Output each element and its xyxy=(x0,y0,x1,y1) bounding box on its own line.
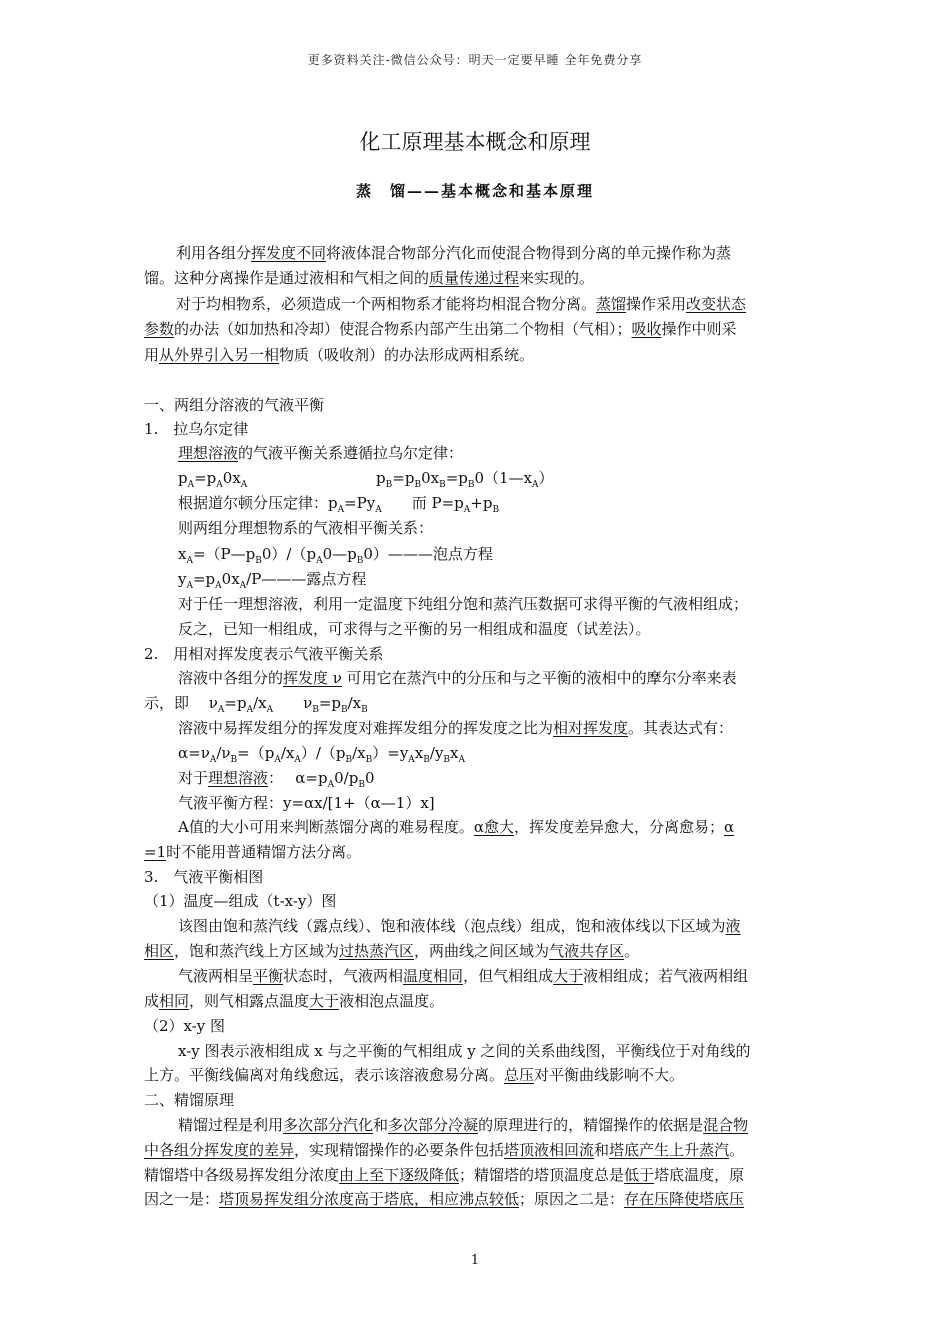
subscript: B xyxy=(312,705,319,715)
text-run: =p xyxy=(318,694,341,712)
text-run: ，挥发度差异愈大，分离愈易； xyxy=(513,818,724,836)
text-line xyxy=(178,719,733,737)
underlined-term: 由上至下逐级降低 xyxy=(339,1166,460,1184)
text-run: /ν xyxy=(216,744,231,762)
text-run: =（p xyxy=(237,744,275,762)
subsection-heading xyxy=(144,645,383,663)
subscript: A xyxy=(239,581,247,591)
text-run: 0/p xyxy=(334,769,359,787)
page-header: 更多资料关注-微信公众号：明天一定要早睡 全年免费分享 xyxy=(307,53,643,67)
subscript: A xyxy=(408,755,415,765)
text-run: 气液平衡方程：y=αx/[1+（α—1）x] xyxy=(178,794,435,812)
text-run: 物质（吸收剂）的办法形成两相系统。 xyxy=(279,346,535,364)
text-run: p xyxy=(178,469,188,487)
text-run: x xyxy=(414,744,424,762)
text-run: 一、两组分溶液的气液平衡 xyxy=(144,396,325,414)
text-run: ；精馏塔的塔顶温度总是 xyxy=(459,1166,625,1184)
subscript: A xyxy=(337,505,345,515)
underlined-term: 质量传递过程 xyxy=(429,269,520,287)
text-run: /x xyxy=(352,744,366,762)
text-line xyxy=(144,1166,744,1184)
subscript: A xyxy=(246,705,254,715)
underlined-term: 多次部分冷凝 xyxy=(388,1116,479,1134)
text-run: ，实现精馏操作的必要条件包括 xyxy=(294,1141,505,1159)
underlined-term: 挥发度不同 xyxy=(251,244,327,262)
text-run: ν xyxy=(273,694,313,712)
underlined-term: 过热蒸汽区 xyxy=(339,942,415,960)
text-run: 0x xyxy=(421,469,440,487)
text-run: 的办法（如加热和冷却）使混合物系内部产生出第二个物相（气相）； xyxy=(174,320,632,338)
text-line xyxy=(144,843,361,861)
text-run: 0x xyxy=(222,469,241,487)
subscript: B xyxy=(467,480,475,490)
text-run: 气液两相呈 xyxy=(178,967,254,985)
text-run: 根据道尔顿分压定律：p xyxy=(178,494,338,512)
text-line xyxy=(178,967,748,985)
section-subtitle: 蒸 馏——基本概念和基本原理 xyxy=(355,182,594,200)
text-line xyxy=(144,1141,744,1159)
text-run: 和 xyxy=(594,1141,610,1159)
text-run: 用 xyxy=(144,346,160,364)
text-line xyxy=(144,320,737,338)
text-run: 0）———泡点方程 xyxy=(363,545,493,563)
text-line xyxy=(178,444,463,462)
text-line xyxy=(144,269,594,287)
underlined-term: 参数 xyxy=(144,320,175,338)
subscript: A xyxy=(266,705,274,715)
text-line xyxy=(178,669,737,687)
text-run: 0—p xyxy=(322,545,357,563)
text-run: 2. 用相对挥发度表示气液平衡关系 xyxy=(144,645,384,663)
underlined-term: 大于 xyxy=(553,967,584,985)
subscript: A xyxy=(187,480,195,490)
text-run: 反之，已知一相组成，可求得与之平衡的另一相组成和温度（试差法）。 xyxy=(178,620,651,638)
text-run: 0 xyxy=(364,769,375,787)
underlined-term: 塔顶液相回流 xyxy=(504,1141,595,1159)
text-run: =p xyxy=(392,469,415,487)
text-run: ，但气相组成 xyxy=(463,967,554,985)
underlined-term: 相同 xyxy=(159,992,190,1010)
underlined-term: 理想溶液 xyxy=(178,444,239,462)
underlined-term: 相区 xyxy=(144,942,175,960)
subscript: B xyxy=(255,556,262,566)
subscript: A xyxy=(327,780,335,790)
subscript: A xyxy=(186,581,193,591)
text-line xyxy=(144,1066,684,1084)
text-run: 塔底温度，原 xyxy=(654,1166,745,1184)
underlined-term: 改变状态 xyxy=(686,295,747,313)
text-run: /P———露点方程 xyxy=(246,570,367,588)
text-line xyxy=(178,519,433,537)
subscript: B xyxy=(361,705,368,715)
text-run: 。 xyxy=(624,942,640,960)
text-line xyxy=(178,620,651,638)
subscript: B xyxy=(492,505,500,515)
text-run: 该图由饱和蒸汽线（露点线）、饱和液体线（泡点线）组成，饱和液体线以下区域为 xyxy=(178,917,726,935)
text-run: p xyxy=(247,469,386,487)
subscript: A xyxy=(316,556,323,566)
text-run: /x xyxy=(253,694,267,712)
text-run: x-y 图表示液相组成 x 与之平衡的气相组成 y 之间的关系曲线图，平衡线位于对角线的 xyxy=(178,1042,751,1060)
text-run: 的气液平衡关系遵循拉乌尔定律： xyxy=(238,444,464,462)
text-run: ） xyxy=(538,469,554,487)
subscript: A xyxy=(216,480,223,490)
formula-line xyxy=(178,494,500,515)
formula-line xyxy=(178,744,466,765)
text-run: /x xyxy=(347,694,362,712)
text-run: 可用它在蒸汽中的分压和与之平衡的液相中的摩尔分率来表 xyxy=(341,669,737,687)
text-line xyxy=(144,992,444,1010)
text-run: =p xyxy=(445,469,468,487)
text-run: ： α=p xyxy=(268,769,328,787)
text-run: =p xyxy=(192,570,216,588)
formula-line xyxy=(178,570,367,591)
text-run: α=ν xyxy=(178,744,210,762)
formula-line xyxy=(178,769,375,790)
text-run: 示，即 ν xyxy=(144,694,218,712)
subscript: A xyxy=(294,755,301,765)
underlined-term: 塔顶易挥发组分浓度高于塔底，相应沸点较低 xyxy=(219,1190,520,1208)
underlined-term: 混合物 xyxy=(703,1116,749,1134)
text-line xyxy=(178,1116,748,1134)
subscript: A xyxy=(209,755,217,765)
underlined-term: 低于 xyxy=(624,1166,655,1184)
text-run: =p xyxy=(224,694,247,712)
subscript: B xyxy=(443,755,451,765)
text-line xyxy=(144,346,534,364)
formula-line xyxy=(144,694,368,715)
underlined-term: 相对挥发度 xyxy=(553,719,629,737)
subscript: B xyxy=(356,556,364,566)
text-run: 液相泡点温度。 xyxy=(339,992,445,1010)
underlined-term: 塔底产生上升蒸汽 xyxy=(609,1141,730,1159)
text-run: 操作中则采 xyxy=(661,320,737,338)
text-run: 。其表达式有： xyxy=(628,719,734,737)
page-number: 1 xyxy=(470,1253,480,1268)
text-line xyxy=(178,917,741,935)
text-run: 。 xyxy=(729,1141,745,1159)
text-run: Α值的大小可用来判断蒸馏分离的难易程度。 xyxy=(178,818,474,836)
underlined-term: α xyxy=(724,818,735,836)
text-run: =（P—p xyxy=(192,545,256,563)
subscript: B xyxy=(358,780,365,790)
text-line xyxy=(178,1042,751,1060)
text-run: 对于均相物系，必须造成一个两相物系才能将均相混合物分离。 xyxy=(176,295,597,313)
subscript: B xyxy=(423,755,430,765)
text-run: 上方。平衡线偏离对角线愈远，表示该溶液愈易分离。 xyxy=(144,1066,505,1084)
text-run: =p xyxy=(194,469,217,487)
text-run: 状态时，气液两相 xyxy=(283,967,404,985)
text-run: x xyxy=(450,744,459,762)
text-run: 因之一是： xyxy=(144,1190,220,1208)
text-run: 操作采用 xyxy=(626,295,687,313)
text-line xyxy=(178,595,748,613)
text-run: /y xyxy=(429,744,444,762)
subscript: B xyxy=(230,755,238,765)
text-run: 3. 气液平衡相图 xyxy=(144,868,264,886)
text-run: 二、精馏原理 xyxy=(144,1091,235,1109)
text-run: 0）/（p xyxy=(261,545,317,563)
text-run: 精馏塔中各级易挥发组分浓度 xyxy=(144,1166,340,1184)
subsection-heading xyxy=(144,420,248,438)
subscript: A xyxy=(463,505,471,515)
underlined-term: 总压 xyxy=(504,1066,535,1084)
text-run: +p xyxy=(470,494,493,512)
text-run: ，饱和蒸汽线上方区域为 xyxy=(174,942,340,960)
text-run: 成 xyxy=(144,992,160,1010)
text-run: 精馏过程是利用 xyxy=(178,1116,284,1134)
text-run: x xyxy=(178,545,187,563)
subscript: B xyxy=(341,705,348,715)
text-run: 馏。这种分离操作是通过液相和气相之间的 xyxy=(144,269,430,287)
subscript: A xyxy=(274,755,281,765)
text-run: 液相组成；若气液两相组 xyxy=(583,967,749,985)
subscript: A xyxy=(240,480,248,490)
section-heading xyxy=(144,1091,234,1109)
text-run: 1. 拉乌尔定律 xyxy=(144,420,249,438)
subsection-heading xyxy=(144,892,336,910)
subscript: A xyxy=(215,581,222,591)
subsection-heading xyxy=(144,1017,225,1035)
underlined-term: 大于 xyxy=(309,992,340,1010)
text-line xyxy=(144,1190,744,1208)
text-run: 对于 xyxy=(178,769,209,787)
subscript: A xyxy=(532,480,539,490)
subscript: B xyxy=(365,755,373,765)
subscript: B xyxy=(439,480,446,490)
underlined-term: 中各组分挥发度的差异 xyxy=(144,1141,295,1159)
underlined-term: 平衡 xyxy=(253,967,284,985)
text-run: 对于任一理想溶液，利用一定温度下纯组分饱和蒸汽压数据可求得平衡的气液相组成； xyxy=(178,595,749,613)
text-run: 溶液中易挥发组分的挥发度对难挥发组分的挥发度之比为 xyxy=(178,719,554,737)
text-run: （1）温度—组成（t-x-y）图 xyxy=(144,892,337,910)
text-run: 时不能用普通精馏方法分离。 xyxy=(166,843,362,861)
underlined-term: 液 xyxy=(725,917,741,935)
text-run: /x xyxy=(280,744,295,762)
text-run: ）/（p xyxy=(300,744,346,762)
subscript: B xyxy=(414,480,422,490)
formula-line xyxy=(178,469,554,490)
subscript: B xyxy=(385,480,393,490)
subscript: B xyxy=(345,755,353,765)
underlined-term: =1 xyxy=(144,843,167,861)
underlined-term: 蒸馏 xyxy=(596,295,627,313)
subsection-heading xyxy=(144,868,263,886)
text-run: =Py xyxy=(344,494,376,512)
text-run: 将液体混合物部分汽化而使混合物得到分离的单元操作称为蒸 xyxy=(326,244,732,262)
formula-line xyxy=(178,545,493,566)
text-run: 对平衡曲线影响不大。 xyxy=(534,1066,685,1084)
text-run: y xyxy=(178,570,187,588)
underlined-term: 存在压降使塔底压 xyxy=(624,1190,745,1208)
text-line xyxy=(178,818,734,836)
text-run: ，两曲线之间区域为 xyxy=(414,942,550,960)
subscript: A xyxy=(458,755,466,765)
underlined-term: 气液共存区 xyxy=(549,942,625,960)
subscript: A xyxy=(375,505,382,515)
text-run: ）=y xyxy=(372,744,409,762)
subscript: A xyxy=(217,705,225,715)
formula-line xyxy=(178,794,435,812)
text-run: 溶液中各组分的 xyxy=(178,669,284,687)
underlined-term: 吸收 xyxy=(631,320,662,338)
text-run: 而 P=p xyxy=(381,494,464,512)
underlined-term: 多次部分汽化 xyxy=(283,1116,374,1134)
subscript: A xyxy=(186,556,193,566)
text-run: 0x xyxy=(221,570,240,588)
text-run: 和 xyxy=(373,1116,389,1134)
text-run: ，则气相露点温度 xyxy=(189,992,310,1010)
document-title: 化工原理基本概念和原理 xyxy=(359,130,591,154)
underlined-term: 温度相同 xyxy=(403,967,464,985)
text-run: ；原因之二是： xyxy=(519,1190,625,1208)
text-run: 则两组分理想物系的气液相平衡关系： xyxy=(178,519,434,537)
underlined-term: 从外界引入另一相 xyxy=(159,346,280,364)
text-run: 来实现的。 xyxy=(519,269,595,287)
text-line xyxy=(144,942,639,960)
underlined-term: α愈大 xyxy=(473,818,514,836)
text-line xyxy=(176,295,746,313)
text-run: （2）x-y 图 xyxy=(144,1017,226,1035)
text-run: 的原理进行的，精馏操作的依据是 xyxy=(478,1116,704,1134)
underlined-term: 挥发度 ν xyxy=(283,669,342,687)
text-run: 0（1—x xyxy=(474,469,533,487)
text-line xyxy=(176,244,806,262)
section-heading xyxy=(144,396,324,414)
underlined-term: 理想溶液 xyxy=(208,769,269,787)
text-run: 利用各组分 xyxy=(176,244,252,262)
